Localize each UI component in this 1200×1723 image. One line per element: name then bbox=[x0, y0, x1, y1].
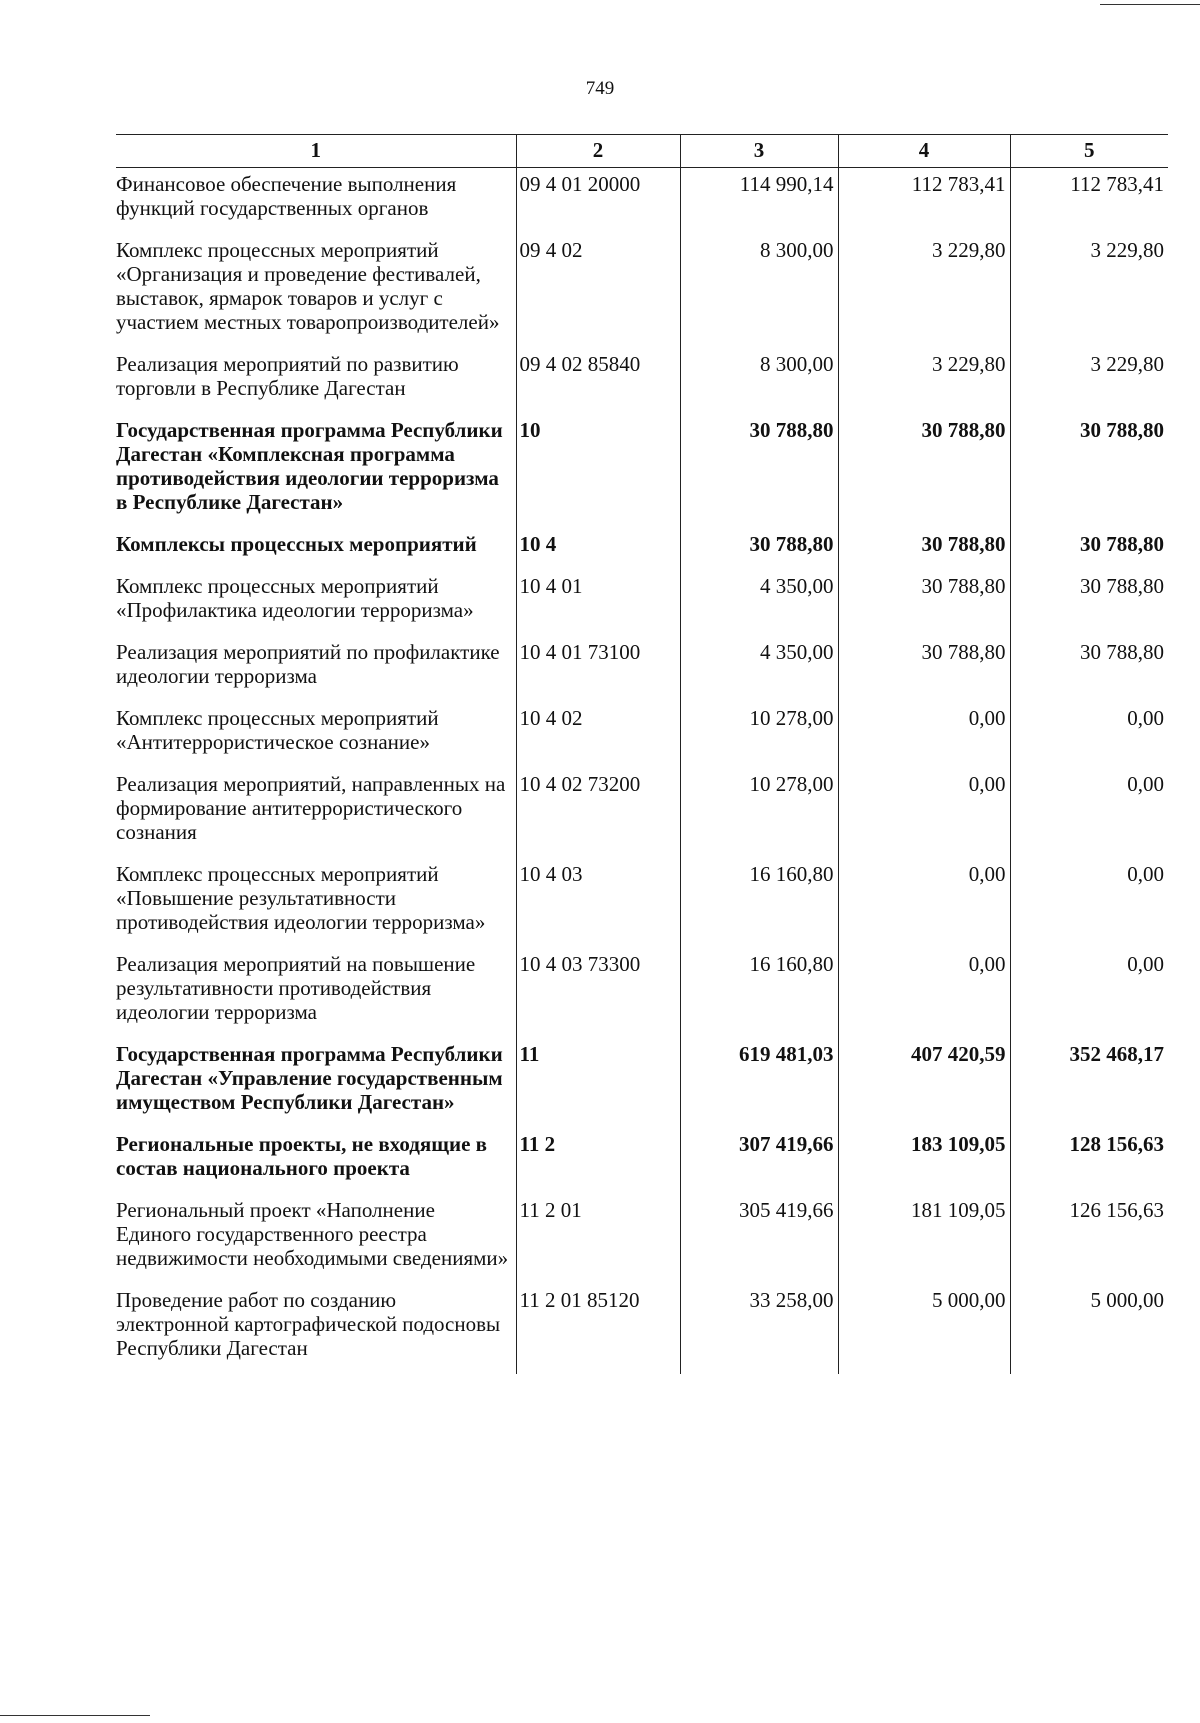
column-header: 1 bbox=[116, 135, 516, 168]
value-col3-cell: 10 278,00 bbox=[680, 768, 838, 858]
name-cell: Реализация мероприятий по развитию торговли в Республике Дагестан bbox=[116, 352, 459, 400]
column-header: 5 bbox=[1010, 135, 1168, 168]
code-cell: 10 4 02 73200 bbox=[516, 768, 680, 858]
value-col4-cell: 30 788,80 bbox=[838, 414, 1010, 528]
value-col4-cell: 0,00 bbox=[838, 702, 1010, 768]
name-cell: Комплекс процессных мероприятий «Профилактика идеологии терроризма» bbox=[116, 574, 474, 622]
table-row bbox=[116, 570, 1168, 636]
value-col5-cell: 30 788,80 bbox=[1010, 636, 1168, 702]
table-row bbox=[116, 1038, 1168, 1128]
table-row bbox=[116, 528, 1168, 570]
value-col5-cell: 0,00 bbox=[1010, 858, 1168, 948]
value-col5-cell: 30 788,80 bbox=[1010, 570, 1168, 636]
value-col5-cell: 352 468,17 bbox=[1010, 1038, 1168, 1128]
value-col4-cell: 0,00 bbox=[838, 768, 1010, 858]
code-cell: 09 4 01 20000 bbox=[516, 168, 680, 235]
code-cell: 10 4 03 73300 bbox=[516, 948, 680, 1038]
value-col4-cell: 5 000,00 bbox=[838, 1284, 1010, 1374]
value-col3-cell: 114 990,14 bbox=[680, 168, 838, 235]
table-row bbox=[116, 636, 1168, 702]
table-row bbox=[116, 768, 1168, 858]
value-col3-cell: 30 788,80 bbox=[680, 414, 838, 528]
code-cell: 10 4 02 bbox=[516, 702, 680, 768]
value-col3-cell: 4 350,00 bbox=[680, 636, 838, 702]
value-col3-cell: 10 278,00 bbox=[680, 702, 838, 768]
value-col4-cell: 30 788,80 bbox=[838, 528, 1010, 570]
value-col4-cell: 3 229,80 bbox=[838, 348, 1010, 414]
table-row bbox=[116, 234, 1168, 348]
code-cell: 10 4 01 bbox=[516, 570, 680, 636]
value-col5-cell: 5 000,00 bbox=[1010, 1284, 1168, 1374]
table-row bbox=[116, 414, 1168, 528]
table-row bbox=[116, 1284, 1168, 1374]
value-col3-cell: 16 160,80 bbox=[680, 858, 838, 948]
name-cell: Региональный проект «Наполнение Единого государственного реестра недвижимости необходимыми сведениями» bbox=[116, 1198, 509, 1270]
code-cell: 09 4 02 bbox=[516, 234, 680, 348]
header-row bbox=[116, 135, 1168, 168]
value-col3-cell: 307 419,66 bbox=[680, 1128, 838, 1194]
value-col4-cell: 0,00 bbox=[838, 948, 1010, 1038]
table-row bbox=[116, 168, 1168, 235]
value-col3-cell: 30 788,80 bbox=[680, 528, 838, 570]
column-header: 4 bbox=[838, 135, 1010, 168]
name-cell: Финансовое обеспечение выполнения функций государственных органов bbox=[116, 172, 457, 220]
value-col5-cell: 112 783,41 bbox=[1010, 168, 1168, 235]
code-cell: 10 4 bbox=[516, 528, 680, 570]
value-col4-cell: 30 788,80 bbox=[838, 570, 1010, 636]
code-cell: 11 2 01 85120 bbox=[516, 1284, 680, 1374]
value-col3-cell: 33 258,00 bbox=[680, 1284, 838, 1374]
value-col5-cell: 30 788,80 bbox=[1010, 528, 1168, 570]
name-cell: Комплекс процессных мероприятий «Антитеррористическое сознание» bbox=[116, 706, 439, 754]
value-col3-cell: 8 300,00 bbox=[680, 234, 838, 348]
value-col3-cell: 619 481,03 bbox=[680, 1038, 838, 1128]
value-col4-cell: 30 788,80 bbox=[838, 636, 1010, 702]
code-cell: 11 bbox=[516, 1038, 680, 1128]
budget-table bbox=[116, 134, 1168, 1374]
value-col3-cell: 4 350,00 bbox=[680, 570, 838, 636]
value-col3-cell: 8 300,00 bbox=[680, 348, 838, 414]
value-col5-cell: 0,00 bbox=[1010, 768, 1168, 858]
value-col5-cell: 3 229,80 bbox=[1010, 348, 1168, 414]
value-col5-cell: 126 156,63 bbox=[1010, 1194, 1168, 1284]
name-cell: Комплекс процессных мероприятий «Организация и проведение фестивалей, выставок, ярмарок товаров и услуг с участием местных товаропроизводителей» bbox=[116, 238, 500, 334]
value-col5-cell: 0,00 bbox=[1010, 948, 1168, 1038]
value-col3-cell: 305 419,66 bbox=[680, 1194, 838, 1284]
name-cell: Государственная программа Республики Дагестан «Управление государственным имуществом Республики Дагестан» bbox=[116, 1042, 503, 1114]
name-cell: Реализация мероприятий, направленных на формирование антитеррористического сознания bbox=[116, 772, 506, 844]
value-col4-cell: 181 109,05 bbox=[838, 1194, 1010, 1284]
table-row bbox=[116, 858, 1168, 948]
table-body bbox=[116, 168, 1168, 1375]
code-cell: 11 2 01 bbox=[516, 1194, 680, 1284]
name-cell: Проведение работ по созданию электронной картографической подосновы Республики Дагестан bbox=[116, 1288, 501, 1360]
table-row bbox=[116, 948, 1168, 1038]
table-row bbox=[116, 1194, 1168, 1284]
value-col5-cell: 30 788,80 bbox=[1010, 414, 1168, 528]
value-col5-cell: 0,00 bbox=[1010, 702, 1168, 768]
code-cell: 11 2 bbox=[516, 1128, 680, 1194]
value-col4-cell: 0,00 bbox=[838, 858, 1010, 948]
table-row bbox=[116, 1128, 1168, 1194]
code-cell: 09 4 02 85840 bbox=[516, 348, 680, 414]
column-header: 3 bbox=[680, 135, 838, 168]
name-cell: Государственная программа Республики Дагестан «Комплексная программа противодействия идеологии терроризма в Республике Дагестан» bbox=[116, 418, 503, 514]
name-cell: Комплексы процессных мероприятий bbox=[116, 532, 477, 556]
table-row bbox=[116, 702, 1168, 768]
value-col4-cell: 407 420,59 bbox=[838, 1038, 1010, 1128]
page-number: 749 bbox=[585, 78, 615, 99]
name-cell: Реализация мероприятий по профилактике идеологии терроризма bbox=[116, 640, 500, 688]
name-cell: Комплекс процессных мероприятий «Повышение результативности противодействия идеологии терроризма» bbox=[116, 862, 486, 934]
code-cell: 10 4 03 bbox=[516, 858, 680, 948]
code-cell: 10 bbox=[516, 414, 680, 528]
table-row bbox=[116, 348, 1168, 414]
name-cell: Региональные проекты, не входящие в состав национального проекта bbox=[116, 1132, 487, 1180]
value-col4-cell: 112 783,41 bbox=[838, 168, 1010, 235]
value-col4-cell: 3 229,80 bbox=[838, 234, 1010, 348]
value-col5-cell: 3 229,80 bbox=[1010, 234, 1168, 348]
value-col3-cell: 16 160,80 bbox=[680, 948, 838, 1038]
bottom-edge-rule bbox=[0, 1715, 150, 1716]
column-header: 2 bbox=[516, 135, 680, 168]
value-col5-cell: 128 156,63 bbox=[1010, 1128, 1168, 1194]
value-col4-cell: 183 109,05 bbox=[838, 1128, 1010, 1194]
top-edge-rule bbox=[1100, 4, 1200, 5]
code-cell: 10 4 01 73100 bbox=[516, 636, 680, 702]
name-cell: Реализация мероприятий на повышение результативности противодействия идеологии терроризма bbox=[116, 952, 476, 1024]
